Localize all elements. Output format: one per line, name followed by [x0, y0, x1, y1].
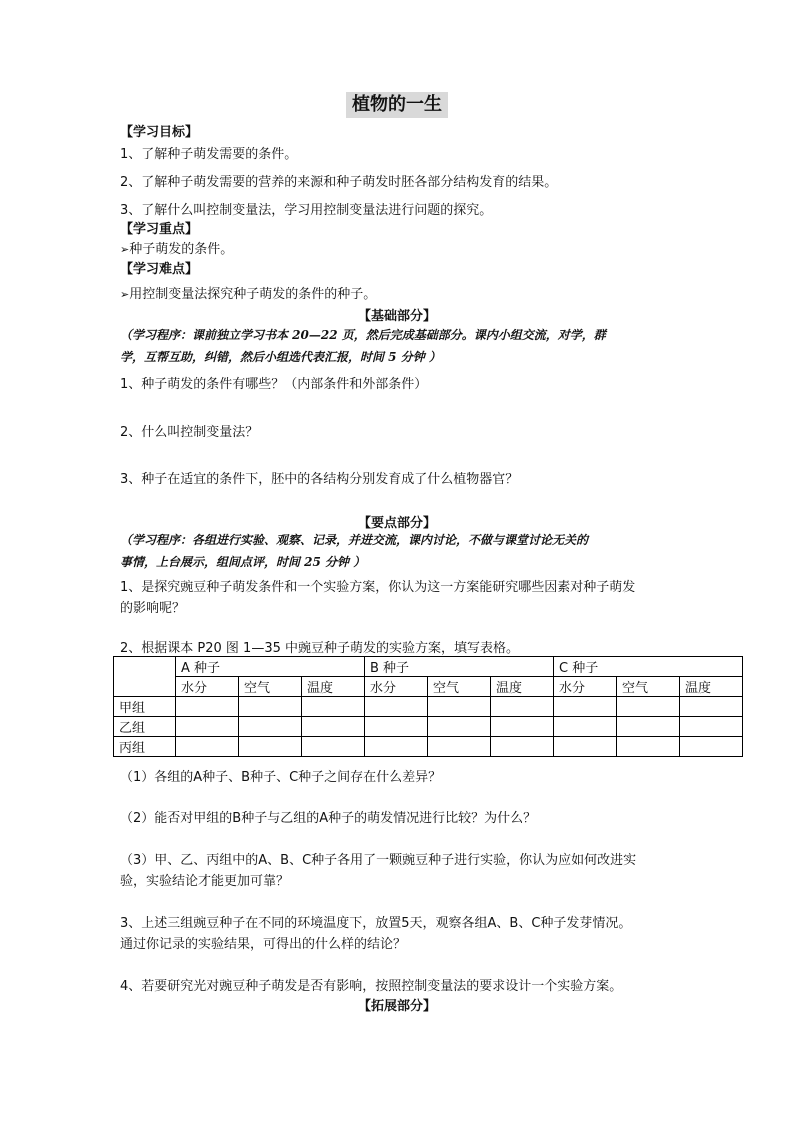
- table-blank-cell[interactable]: [176, 717, 239, 737]
- basic-question-3: 3、种子在适宜的条件下，胚中的各结构分别发育成了什么植物器官？: [120, 472, 519, 487]
- key-question-2: 2、根据课本 P20 图 1—35 中豌豆种子萌发的实验方案，填写表格。: [120, 641, 519, 656]
- table-blank-cell[interactable]: [617, 737, 680, 757]
- key-section-heading: 【要点部分】: [357, 516, 436, 531]
- table-blank-cell[interactable]: [302, 697, 365, 717]
- table-blank-cell[interactable]: [428, 697, 491, 717]
- basic-program-line-1: （学习程序：课前独立学习书本 20—22 页，然后完成基础部分。课内小组交流，对学，群: [120, 328, 606, 342]
- table-blank-cell[interactable]: [239, 717, 302, 737]
- table-blank-cell[interactable]: [302, 717, 365, 737]
- arrow-bullet-icon: ➢: [120, 288, 130, 301]
- table-blank-cell[interactable]: [680, 697, 743, 717]
- goal-item-2: 2、了解种子萌发需要的营养的来源和种子萌发时胚各部分结构发育的结果。: [120, 175, 558, 190]
- sub-question-3-line-2: 验，实验结论才能更加可靠？: [120, 874, 290, 889]
- table-row: [114, 697, 743, 717]
- difficulty-heading: 【学习难点】: [120, 262, 199, 277]
- table-blank-cell[interactable]: [617, 697, 680, 717]
- table-row: [114, 717, 743, 737]
- table-blank-cell[interactable]: [554, 737, 617, 757]
- table-seed-header: C 种子: [554, 657, 743, 677]
- key-question-3-line-1: 3、上述三组豌豆种子在不同的环境温度下，放置5天，观察各组A、B、C种子发芽情况。: [120, 916, 632, 931]
- table-factor-header: 空气: [617, 677, 680, 697]
- table-factor-header: 温度: [491, 677, 554, 697]
- key-program-line-2: 事情，上台展示，组间点评，时间 25 分钟 ）: [120, 555, 366, 569]
- table-factor-header: 水分: [365, 677, 428, 697]
- key-question-1-line-1: 1、是探究豌豆种子萌发条件和一个实验方案，你认为这一方案能研究哪些因素对种子萌发: [120, 580, 636, 595]
- table-blank-cell[interactable]: [491, 737, 554, 757]
- basic-question-1: 1、种子萌发的条件有哪些？（内部条件和外部条件）: [120, 377, 428, 392]
- table-blank-cell[interactable]: [491, 697, 554, 717]
- table-blank-cell[interactable]: [365, 697, 428, 717]
- table-seed-header: B 种子: [365, 657, 554, 677]
- sub-question-3-line-1: （3）甲、乙、丙组中的A、B、C种子各用了一颗豌豆种子进行实验，你认为应如何改进实: [120, 853, 637, 868]
- arrow-bullet-icon: ➢: [120, 243, 130, 256]
- table-factor-header: 温度: [680, 677, 743, 697]
- key-program-line-1: （学习程序：各组进行实验、观察、记录，并进交流，课内讨论，不做与课堂讨论无关的: [120, 533, 589, 547]
- goals-heading: 【学习目标】: [120, 125, 199, 140]
- table-blank-cell[interactable]: [239, 697, 302, 717]
- focus-item: ➢种子萌发的条件。: [120, 242, 234, 257]
- table-corner-cell: [114, 657, 176, 697]
- table-blank-cell[interactable]: [365, 737, 428, 757]
- table-factor-header: 水分: [554, 677, 617, 697]
- table-header-row: [114, 657, 743, 677]
- experiment-table: [113, 656, 743, 757]
- table-blank-cell[interactable]: [554, 717, 617, 737]
- table-blank-cell[interactable]: [176, 697, 239, 717]
- table-group-label: 乙组: [114, 717, 176, 737]
- table-blank-cell[interactable]: [428, 717, 491, 737]
- table-blank-cell[interactable]: [680, 717, 743, 737]
- table-blank-cell[interactable]: [680, 737, 743, 757]
- sub-question-2: （2）能否对甲组的B种子与乙组的A种子的萌发情况进行比较？为什么？: [120, 811, 537, 826]
- table-group-label: 丙组: [114, 737, 176, 757]
- focus-heading: 【学习重点】: [120, 222, 199, 237]
- table-blank-cell[interactable]: [617, 717, 680, 737]
- table-blank-cell[interactable]: [239, 737, 302, 757]
- table-factor-header: 温度: [302, 677, 365, 697]
- goal-item-1: 1、了解种子萌发需要的条件。: [120, 147, 298, 162]
- table-blank-cell[interactable]: [365, 717, 428, 737]
- key-question-1-line-2: 的影响呢？: [120, 601, 186, 616]
- table-blank-cell[interactable]: [554, 697, 617, 717]
- table-blank-cell[interactable]: [302, 737, 365, 757]
- difficulty-item: ➢用控制变量法探究种子萌发的条件的种子。: [120, 287, 377, 302]
- key-question-3-line-2: 通过你记录的实验结果，可得出的什么样的结论？: [120, 937, 407, 952]
- table-factor-header: 空气: [239, 677, 302, 697]
- extend-section-heading: 【拓展部分】: [357, 999, 436, 1014]
- table-blank-cell[interactable]: [428, 737, 491, 757]
- table-group-label: 甲组: [114, 697, 176, 717]
- goal-item-3: 3、了解什么叫控制变量法，学习用控制变量法进行问题的探究。: [120, 203, 493, 218]
- sub-question-1: （1）各组的A种子、B种子、C种子之间存在什么差异？: [120, 770, 442, 785]
- table-factor-row: [114, 677, 743, 697]
- table-blank-cell[interactable]: [491, 717, 554, 737]
- table-factor-header: 空气: [428, 677, 491, 697]
- basic-program-line-2: 学，互帮互助，纠错，然后小组选代表汇报，时间 5 分钟 ）: [120, 350, 441, 364]
- page-title: 植物的一生: [346, 92, 448, 118]
- table-row: [114, 737, 743, 757]
- table-blank-cell[interactable]: [176, 737, 239, 757]
- table-factor-header: 水分: [176, 677, 239, 697]
- basic-question-2: 2、什么叫控制变量法？: [120, 425, 259, 440]
- key-question-4: 4、若要研究光对豌豆种子萌发是否有影响，按照控制变量法的要求设计一个实验方案。: [120, 979, 623, 994]
- basic-section-heading: 【基础部分】: [357, 309, 436, 324]
- table-seed-header: A 种子: [176, 657, 365, 677]
